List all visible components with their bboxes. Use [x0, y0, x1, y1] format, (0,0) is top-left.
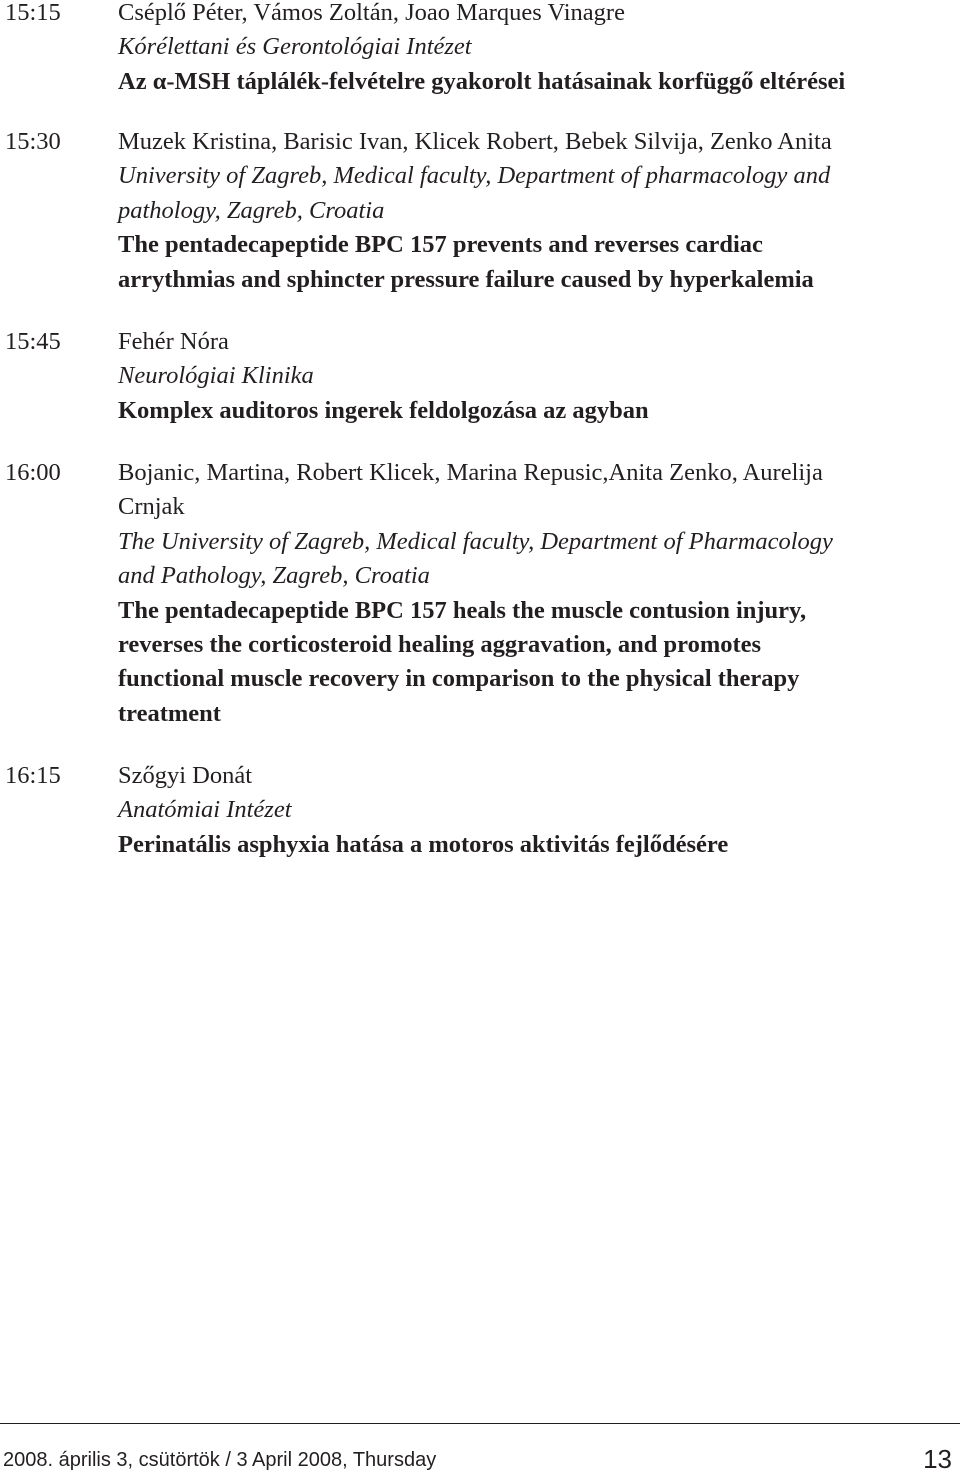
entry-body — [118, 456, 943, 731]
entry-institution: pathology, Zagreb, Croatia — [118, 196, 385, 224]
entry-authors: Muzek Kristina, Barisic Ivan, Klicek Robert, Bebek Silvija, Zenko Anita — [118, 128, 832, 155]
entry-body — [118, 325, 943, 428]
entry-institution: Kórélettani és Gerontológiai Intézet — [118, 33, 472, 61]
entry-body — [118, 125, 943, 297]
entry-body — [118, 759, 943, 862]
entry-title: treatment — [118, 699, 221, 727]
entry-title: Komplex auditoros ingerek feldolgozása az agyban — [118, 396, 649, 424]
entry-time: 16:15 — [5, 762, 61, 789]
entry-title: The pentadecapeptide BPC 157 prevents and reverses cardiac — [118, 231, 763, 259]
entry-time: 15:30 — [5, 128, 61, 155]
entry-title: Az α-MSH táplálék-felvételre gyakorolt hatásainak korfüggő eltérései — [118, 67, 846, 95]
entry-title: The pentadecapeptide BPC 157 heals the muscle contusion injury, — [118, 596, 807, 624]
entry-authors: Cséplő Péter, Vámos Zoltán, Joao Marques Vinagre — [118, 0, 625, 26]
footer-date: 2008. április 3, csütörtök / 3 April 2008, Thursday — [3, 1449, 437, 1471]
entry-institution: The University of Zagreb, Medical faculty, Department of Pharmacology — [118, 527, 833, 555]
entry-body — [118, 0, 943, 99]
entry-time: 15:15 — [5, 0, 61, 26]
entry-authors: Crnjak — [118, 493, 185, 521]
entry-title: arrythmias and sphincter pressure failure caused by hyperkalemia — [118, 265, 814, 293]
entry-institution: Neurológiai Klinika — [118, 362, 314, 390]
page-number: 13 — [923, 1444, 952, 1474]
entry-institution: and Pathology, Zagreb, Croatia — [118, 562, 430, 590]
entry-authors: Szőgyi Donát — [118, 762, 253, 789]
entry-title: Perinatális asphyxia hatása a motoros aktivitás fejlődésére — [118, 830, 729, 858]
entry-time: 15:45 — [5, 328, 61, 355]
entry-institution: Anatómiai Intézet — [118, 796, 292, 824]
footer-divider — [0, 1423, 960, 1424]
entry-time: 16:00 — [5, 459, 61, 486]
entry-authors: Bojanic, Martina, Robert Klicek, Marina Repusic,Anita Zenko, Aurelija — [118, 459, 823, 486]
entry-title: reverses the corticosteroid healing aggravation, and promotes — [118, 631, 762, 659]
entry-institution: University of Zagreb, Medical faculty, Department of pharmacology and — [118, 162, 831, 190]
entry-title: functional muscle recovery in comparison to the physical therapy — [118, 665, 800, 693]
entry-authors: Fehér Nóra — [118, 328, 229, 355]
